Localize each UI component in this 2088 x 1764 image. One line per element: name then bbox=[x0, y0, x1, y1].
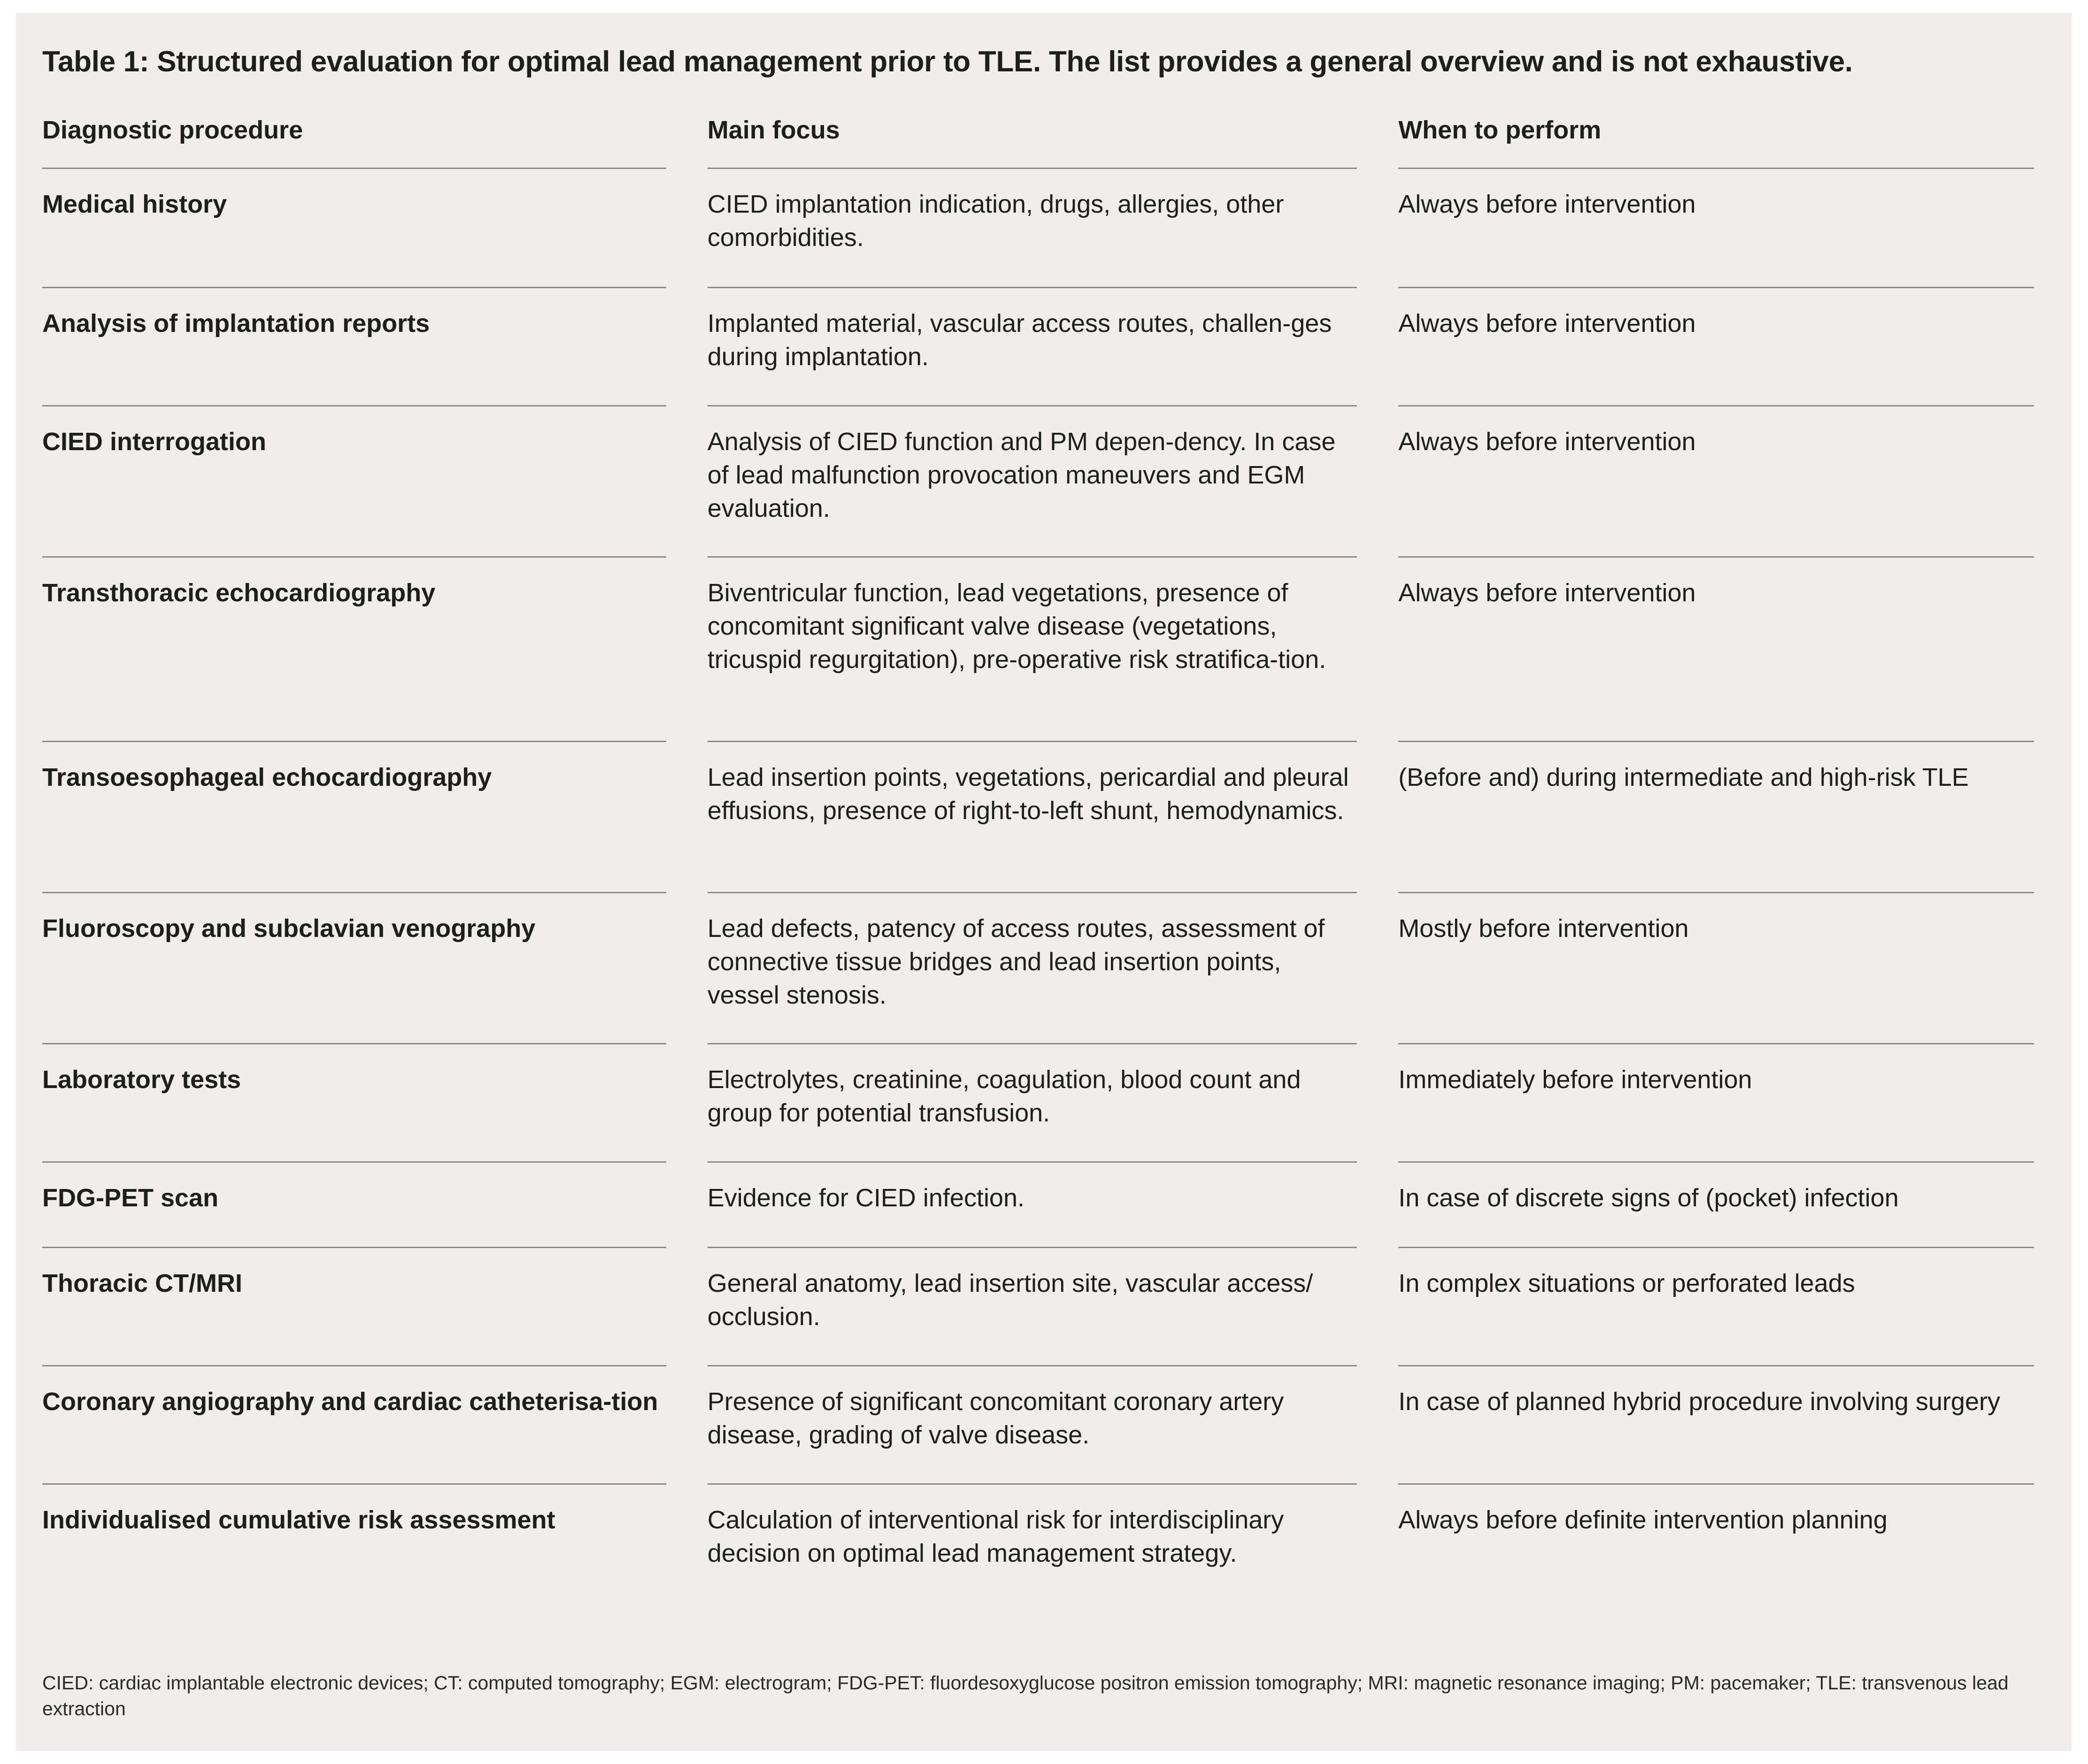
header-row bbox=[42, 114, 2034, 169]
header-diagnostic-procedure: Diagnostic procedure bbox=[42, 114, 708, 169]
when-cell: Immediately before intervention bbox=[1398, 1044, 2034, 1163]
focus-cell: Lead defects, patency of access routes, assessment of connective tissue bridges and lead insertion points, vessel stenosis. bbox=[708, 893, 1399, 1044]
table-panel bbox=[16, 13, 2072, 1751]
focus-cell: CIED implantation indication, drugs, allergies, other comorbidities. bbox=[708, 169, 1399, 288]
table-row bbox=[42, 1485, 2034, 1593]
table-row bbox=[42, 169, 2034, 288]
focus-cell: Biventricular function, lead vegetations, presence of concomitant significant valve disease (vegetations, tricuspid regurgitation), pre-operative risk stratifica-tion. bbox=[708, 558, 1399, 742]
when-cell: In complex situations or perforated leads bbox=[1398, 1248, 2034, 1366]
focus-cell: Analysis of CIED function and PM depen-dency. In case of lead malfunction provocation maneuvers and EGM evaluation. bbox=[708, 406, 1399, 558]
procedure-cell: Transoesophageal echocardiography bbox=[42, 742, 708, 893]
procedure-cell: Coronary angiography and cardiac catheterisa-tion bbox=[42, 1366, 708, 1485]
focus-cell: Evidence for CIED infection. bbox=[708, 1163, 1399, 1248]
table-row bbox=[42, 288, 2034, 406]
procedure-cell: Laboratory tests bbox=[42, 1044, 708, 1163]
table-row bbox=[42, 1163, 2034, 1248]
procedure-cell: Analysis of implantation reports bbox=[42, 288, 708, 406]
focus-cell: Electrolytes, creatinine, coagulation, blood count and group for potential transfusion. bbox=[708, 1044, 1399, 1163]
procedure-cell: Medical history bbox=[42, 169, 708, 288]
header-when-to-perform: When to perform bbox=[1398, 114, 2034, 169]
evaluation-table bbox=[42, 114, 2034, 1593]
table-footnote: CIED: cardiac implantable electronic devices; CT: computed tomography; EGM: electrogram; FDG-PET: fluordesoxyglucose positron emission tomography; MRI: magnetic resonance imaging; PM: pacemaker; TLE: transvenous lead extraction bbox=[42, 1672, 2009, 1719]
table-row bbox=[42, 1248, 2034, 1366]
when-cell: Always before definite intervention planning bbox=[1398, 1506, 1888, 1534]
table-row bbox=[42, 893, 2034, 1044]
when-cell: Always before intervention bbox=[1398, 406, 2034, 558]
when-cell: Mostly before intervention bbox=[1398, 893, 2034, 1044]
when-cell: Always before intervention bbox=[1398, 288, 2034, 406]
when-cell: Always before intervention bbox=[1398, 169, 2034, 288]
table-row bbox=[42, 1366, 2034, 1485]
table-row bbox=[42, 558, 2034, 742]
table-row bbox=[42, 742, 2034, 893]
focus-cell: Presence of significant concomitant coronary artery disease, grading of valve disease. bbox=[708, 1366, 1399, 1485]
table-row bbox=[42, 406, 2034, 558]
when-cell: Always before intervention bbox=[1398, 558, 2034, 742]
table-row bbox=[42, 1044, 2034, 1163]
procedure-cell: Thoracic CT/MRI bbox=[42, 1248, 708, 1366]
focus-cell: Calculation of interventional risk for interdisciplinary decision on optimal lead management strategy. bbox=[707, 1506, 1284, 1567]
table-title: Table 1: Structured evaluation for optimal lead management prior to TLE. The list provides a general overview and is not exhaustive. bbox=[42, 46, 1853, 78]
procedure-cell: Fluoroscopy and subclavian venography bbox=[42, 893, 708, 1044]
when-cell: (Before and) during intermediate and high-risk TLE bbox=[1398, 742, 2034, 893]
procedure-cell: Individualised cumulative risk assessment bbox=[42, 1506, 555, 1534]
procedure-cell: Transthoracic echocardiography bbox=[42, 558, 708, 742]
header-main-focus: Main focus bbox=[708, 114, 1399, 169]
procedure-cell: CIED interrogation bbox=[42, 406, 708, 558]
when-cell: In case of discrete signs of (pocket) infection bbox=[1398, 1163, 2034, 1248]
focus-cell: Lead insertion points, vegetations, pericardial and pleural effusions, presence of right-to-left shunt, hemodynamics. bbox=[708, 742, 1399, 893]
when-cell: In case of planned hybrid procedure involving surgery bbox=[1398, 1366, 2034, 1485]
focus-cell: Implanted material, vascular access routes, challen-ges during implantation. bbox=[708, 288, 1399, 406]
procedure-cell: FDG-PET scan bbox=[42, 1163, 708, 1248]
focus-cell: General anatomy, lead insertion site, vascular access/ occlusion. bbox=[708, 1248, 1399, 1366]
